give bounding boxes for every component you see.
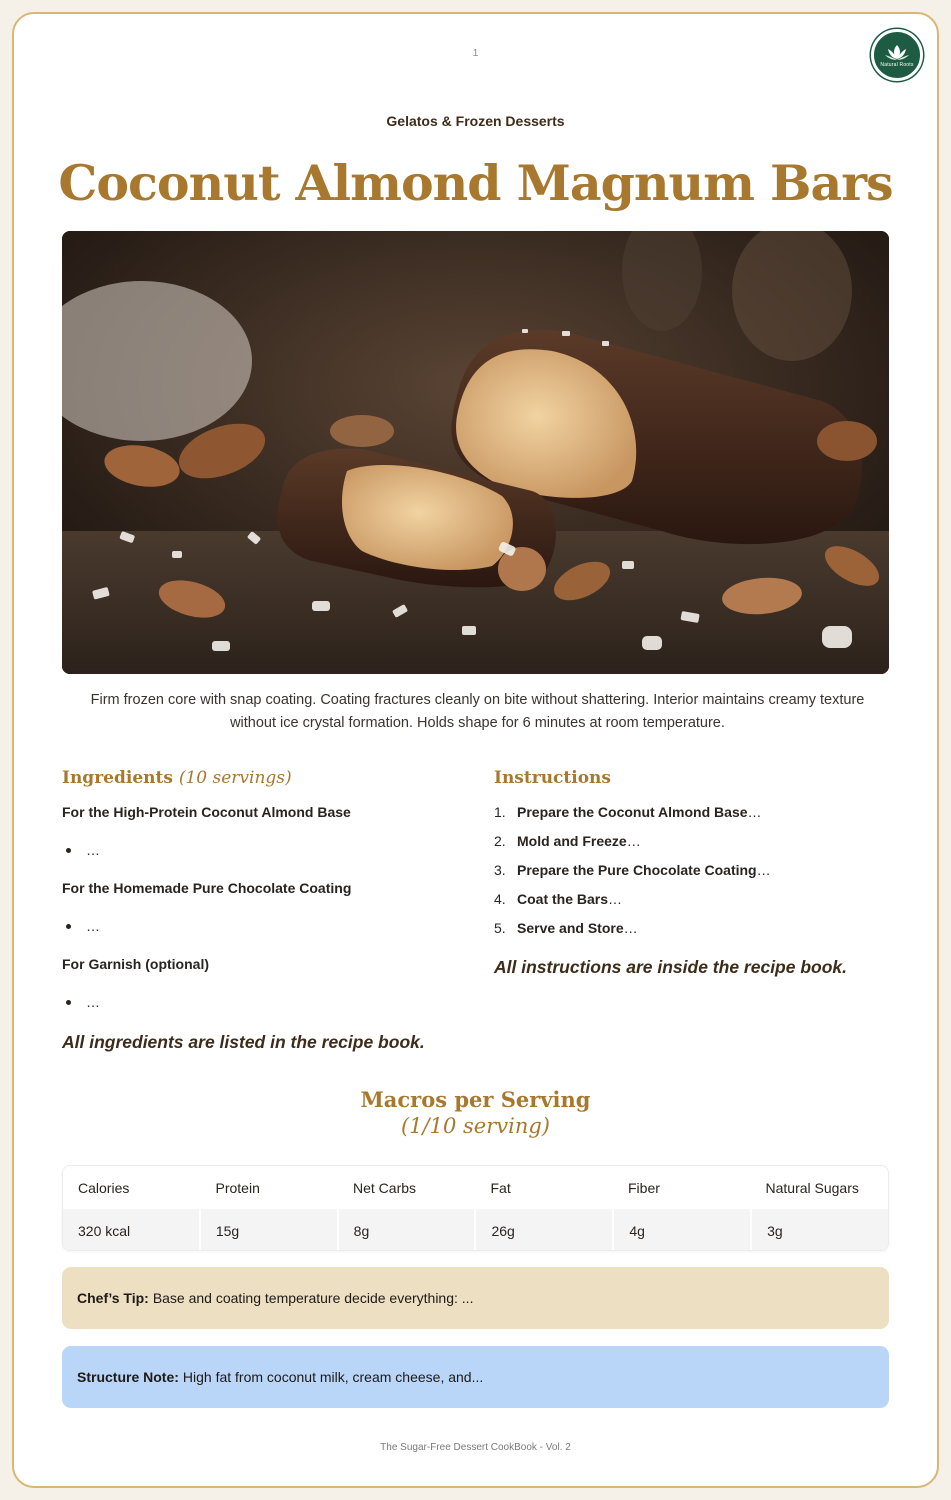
ingredient-list-item: [66, 994, 472, 1010]
macros-table: [62, 1165, 889, 1251]
step-number: 1.: [494, 803, 506, 820]
recipe-page: [12, 12, 939, 1488]
macros-heading: [14, 1087, 937, 1138]
structure-note-label: Structure Note:: [77, 1369, 179, 1385]
ingredients-heading-label: Ingredients: [62, 768, 173, 788]
chef-tip-label: Chef’s Tip:: [77, 1290, 149, 1306]
macros-value-cell: 4g: [612, 1209, 750, 1251]
macros-header-cell: Fat: [490, 1179, 511, 1196]
ingredient-group-title: For the High-Protein Coconut Almond Base: [62, 804, 351, 820]
macros-value-cell: 26g: [474, 1209, 612, 1251]
chef-tip-callout: [62, 1267, 889, 1329]
step-number: 2.: [494, 832, 506, 849]
bullet-icon: [66, 848, 71, 853]
macros-subtitle: (1/10 serving): [400, 1114, 550, 1138]
instructions-heading: Instructions: [494, 768, 611, 788]
step-ellipsis: …: [747, 803, 762, 820]
page-number: 1: [472, 48, 479, 59]
ingredients-section: [62, 768, 472, 1053]
macros-title: Macros per Serving: [360, 1087, 591, 1112]
chef-tip-text: Base and coating temperature decide everything: ...: [152, 1290, 474, 1306]
instruction-steps: [494, 804, 914, 935]
instruction-step: [494, 804, 914, 819]
recipe-description: Firm frozen core with snap coating. Coating fractures cleanly on bite without shattering. Interior maintains creamy texture without ice crystal formation. Holds shape for 6 minutes at room temperature.: [90, 692, 865, 731]
macros-header-row: [63, 1166, 888, 1209]
step-title: Coat the Bars: [517, 890, 609, 907]
step-number: 4.: [494, 890, 506, 907]
recipe-title: Coconut Almond Magnum Bars: [58, 154, 893, 212]
ingredient-placeholder: …: [86, 994, 100, 1010]
page-footer: The Sugar-Free Dessert CookBook - Vol. 2: [380, 1442, 571, 1453]
instructions-note: All instructions are inside the recipe book.: [494, 957, 847, 977]
step-ellipsis: …: [608, 890, 623, 907]
bullet-icon: [66, 924, 71, 929]
brand-logo: [871, 29, 923, 81]
ingredient-placeholder: …: [86, 842, 100, 858]
instruction-step: [494, 862, 914, 877]
macros-header-cell: Fiber: [628, 1179, 660, 1196]
macros-value-cell: 320 kcal: [78, 1222, 131, 1239]
hero-image: [62, 231, 889, 674]
ingredient-group-title: For Garnish (optional): [62, 956, 209, 972]
structure-note-callout: [62, 1346, 889, 1408]
ingredient-list-item: [66, 918, 472, 934]
chocolate-bars-photo: [62, 231, 889, 674]
servings-count: (10 servings): [178, 768, 292, 788]
ingredient-group-title: For the Homemade Pure Chocolate Coating: [62, 880, 352, 896]
instruction-step: [494, 920, 914, 935]
bullet-icon: [66, 1000, 71, 1005]
step-ellipsis: …: [756, 861, 771, 878]
step-title: Prepare the Pure Chocolate Coating: [517, 861, 757, 878]
structure-note-text: High fat from coconut milk, cream cheese, and...: [182, 1369, 484, 1385]
logo-text: Natural Roots: [880, 61, 914, 68]
instruction-step: [494, 891, 914, 906]
macros-header-cell: Natural Sugars: [765, 1179, 859, 1196]
ingredient-list-item: [66, 842, 472, 858]
macros-header-cell: Calories: [78, 1179, 130, 1196]
lotus-leaf-icon: [884, 43, 910, 61]
step-number: 3.: [494, 861, 506, 878]
macros-header-cell: Net Carbs: [353, 1179, 417, 1196]
instruction-step: [494, 833, 914, 848]
instructions-section: [494, 768, 914, 978]
macros-value-cell: 15g: [199, 1209, 337, 1251]
macros-header-cell: Protein: [215, 1179, 260, 1196]
macros-value-cell: 3g: [750, 1209, 888, 1251]
ingredients-heading: [62, 768, 472, 788]
ingredients-note: All ingredients are listed in the recipe book.: [62, 1032, 425, 1052]
step-title: Mold and Freeze: [517, 832, 627, 849]
step-ellipsis: …: [626, 832, 641, 849]
category-label: Gelatos & Frozen Desserts: [386, 113, 565, 129]
step-ellipsis: …: [623, 919, 638, 936]
ingredient-placeholder: …: [86, 918, 100, 934]
step-title: Prepare the Coconut Almond Base: [517, 803, 748, 820]
macros-value-row: [63, 1209, 888, 1251]
macros-value-cell: 8g: [337, 1209, 475, 1251]
step-title: Serve and Store: [517, 919, 624, 936]
step-number: 5.: [494, 919, 506, 936]
